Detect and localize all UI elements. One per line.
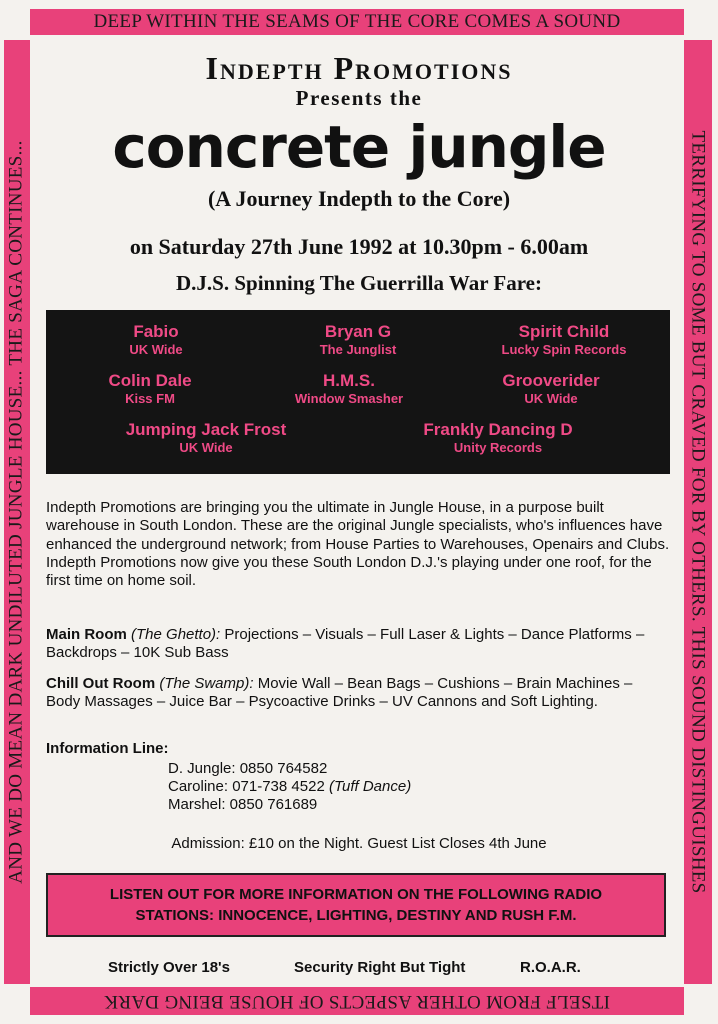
dj-entry: [40, 371, 260, 407]
promoter-name: Indepth Promotions: [205, 50, 513, 86]
dj-entry: [46, 322, 266, 358]
main-room-name: (The Ghetto):: [131, 626, 221, 643]
info-line-2: [168, 778, 411, 796]
dj-name: Bryan G: [324, 322, 392, 341]
dj-affiliation: UK Wide: [129, 342, 183, 357]
dj-affiliation: Lucky Spin Records: [501, 342, 627, 357]
event-title: concrete jungle: [112, 113, 606, 181]
main-room-label: Main Room: [46, 626, 127, 643]
dj-name: Colin Dale: [108, 371, 192, 390]
dj-affiliation: Unity Records: [453, 440, 543, 455]
border-bottom-label: ITSELF FROM OTHER ASPECTS OF HOUSE BEING DARK: [104, 991, 610, 1012]
main-room-features: Projections – Visuals – Full Laser & Lights – Dance Platforms – Backdrops – 10K Sub Bass: [46, 626, 645, 662]
info-line-1: D. Jungle: 0850 764582: [168, 760, 328, 777]
dj-entry: [248, 322, 468, 358]
dj-name: Frankly Dancing D: [423, 420, 573, 439]
dj-name: Grooverider: [502, 371, 600, 390]
radio-line-1: LISTEN OUT FOR MORE INFORMATION ON THE FOLLOWING RADIO: [109, 886, 603, 903]
dj-entry: [441, 371, 661, 407]
admission-info: Admission: £10 on the Night. Guest List Closes 4th June: [171, 835, 547, 852]
dj-affiliation: UK Wide: [524, 391, 578, 406]
dj-affiliation: UK Wide: [179, 440, 233, 455]
dj-name: Spirit Child: [518, 322, 610, 341]
border-text-bottom: [30, 987, 684, 1015]
info-line-3: Marshel: 0850 761689: [168, 796, 318, 813]
dj-entry: [96, 420, 316, 456]
dj-lineup-box: [46, 310, 670, 474]
dj-name: Fabio: [133, 322, 179, 341]
info-line-heading: Information Line:: [46, 740, 169, 757]
dj-entry: [239, 371, 459, 407]
chill-room-features: Movie Wall – Bean Bags – Cushions – Brain Machines – Body Massages – Juice Bar – Psycoactive Drinks – UV Cannons and Soft Lighting.: [46, 675, 633, 711]
radio-line-2: STATIONS: INNOCENCE, LIGHTING, DESTINY AND RUSH F.M.: [135, 907, 577, 924]
main-room-paragraph: [46, 626, 670, 663]
dj-affiliation: Window Smasher: [294, 391, 404, 406]
intro-paragraph: Indepth Promotions are bringing you the ultimate in Jungle House, in a purpose built warehouse in South London. These are the original Jungle specialists, who's influences have enhanced the underground network; from House Parties to Warehouses, Openairs and Clubs. Indepth Promotions now give you these South London D.J.'s playing under one roof, for the first time on home soil.: [46, 499, 670, 590]
border-text-top: [30, 9, 684, 35]
border-top-label: DEEP WITHIN THE SEAMS OF THE CORE COMES A SOUND: [93, 11, 621, 32]
info-line-2-note: (Tuff Dance): [328, 778, 412, 795]
chill-room-paragraph: [46, 675, 670, 712]
dj-name: H.M.S.: [323, 371, 375, 390]
event-subtitle: (A Journey Indepth to the Core): [207, 186, 511, 211]
dj-name: Jumping Jack Frost: [125, 420, 287, 439]
dj-entry: [454, 322, 674, 358]
event-date: on Saturday 27th June 1992 at 10.30pm - 6.00am: [129, 234, 589, 259]
dj-entry: [388, 420, 608, 456]
dj-heading: D.J.S. Spinning The Guerrilla War Fare:: [175, 271, 542, 295]
info-line-2-number: Caroline: 071-738 4522: [168, 778, 329, 795]
dj-affiliation: Kiss FM: [125, 391, 175, 406]
chill-room-name: (The Swamp):: [159, 675, 254, 692]
chill-room-label: Chill Out Room: [46, 675, 156, 692]
roar-label: R.O.A.R.: [520, 959, 581, 976]
border-left-label: AND WE DO MEAN DARK UNDILUTED JUNGLE HOUSE... THE SAGA CONTINUES...: [6, 140, 28, 884]
radio-stations-banner: [46, 873, 666, 937]
security-note: Security Right But Tight: [294, 959, 466, 976]
dj-affiliation: The Junglist: [319, 342, 397, 357]
border-right-label: TERRIFYING TO SOME BUT CRAVED FOR BY OTHERS. THIS SOUND DISTINGUISHES: [688, 130, 709, 894]
age-restriction: Strictly Over 18's: [108, 959, 230, 976]
presents-line: Presents the: [295, 86, 423, 110]
